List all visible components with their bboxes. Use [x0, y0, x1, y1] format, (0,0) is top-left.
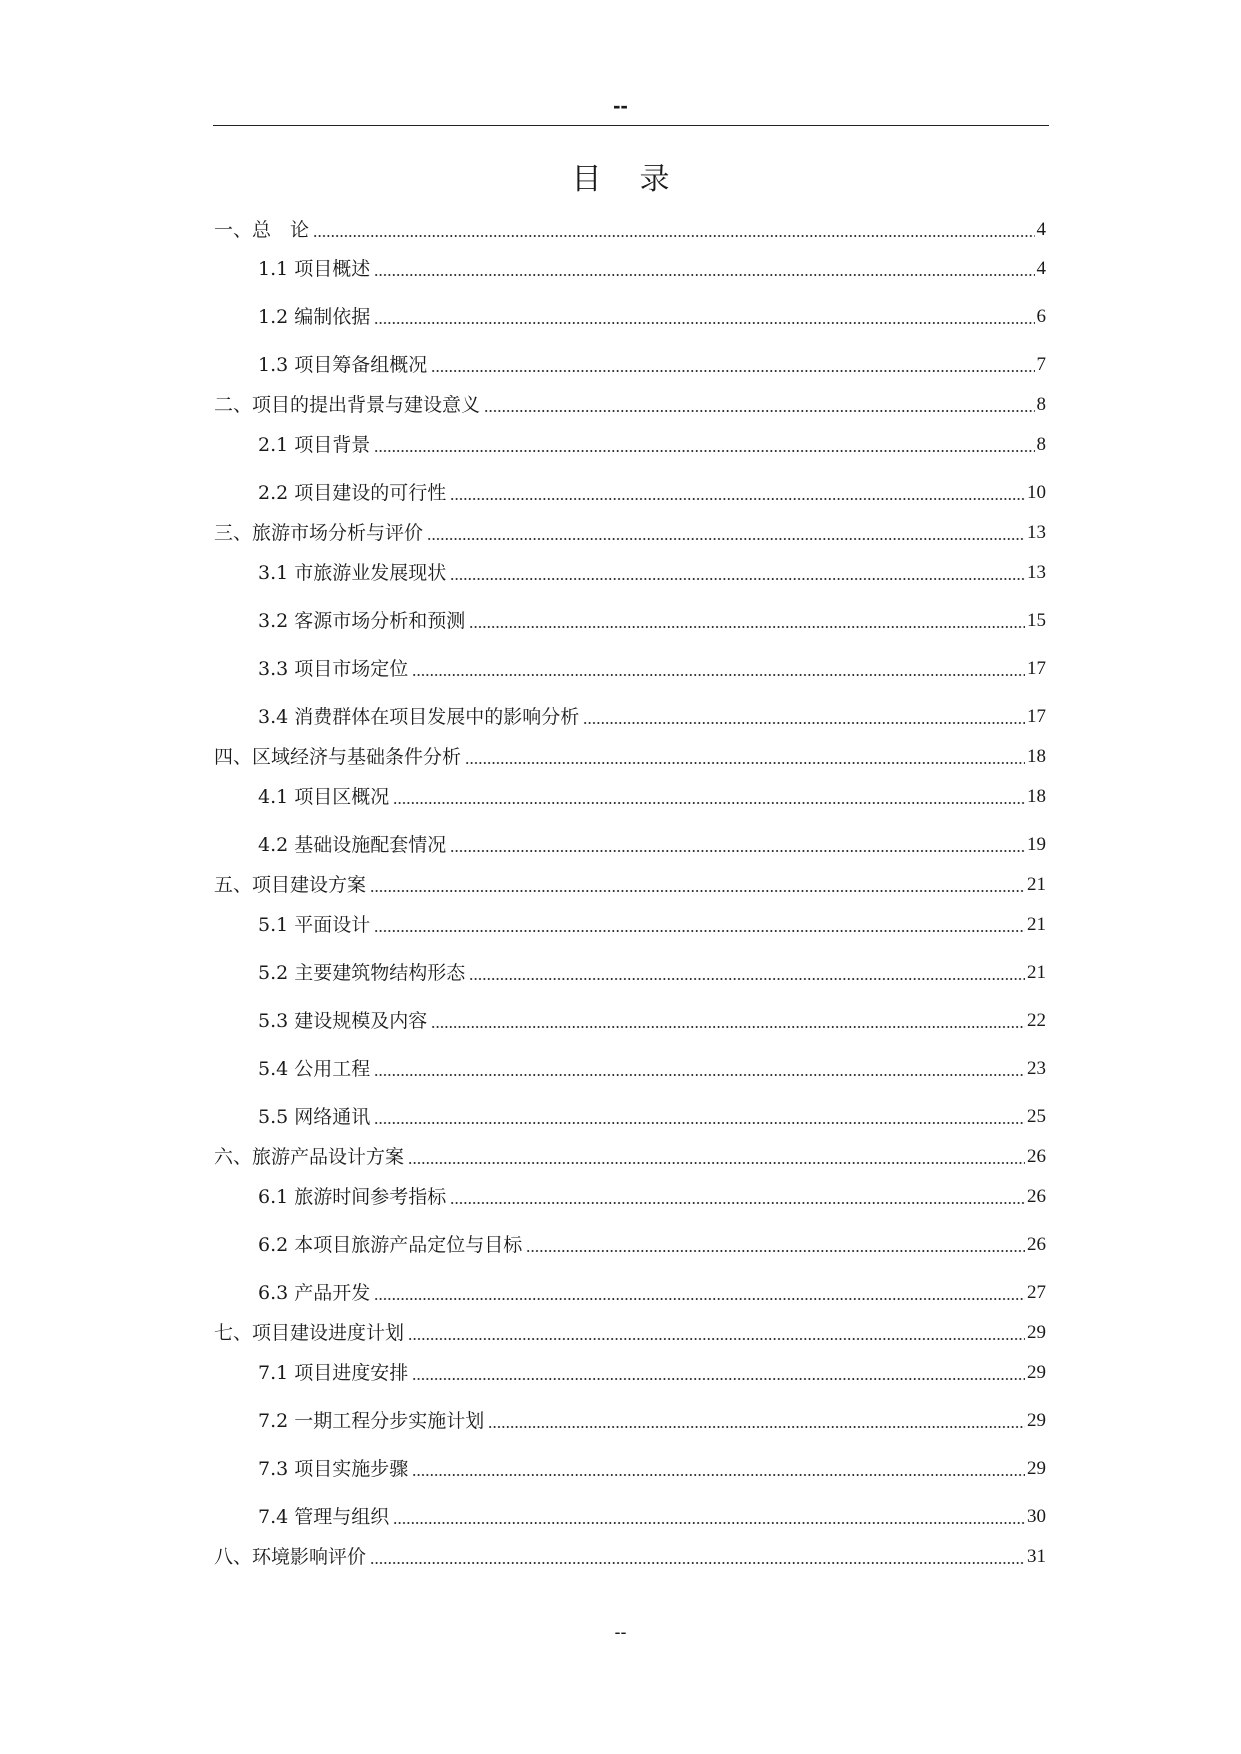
toc-entry-page-number: 6	[1036, 306, 1046, 327]
toc-entry[interactable]	[258, 704, 1046, 730]
toc-entry-title: 6.2 本项目旅游产品定位与目标	[258, 1234, 523, 1256]
dot-leader	[374, 1074, 1025, 1076]
toc-entry-page-number: 29	[1027, 1362, 1046, 1383]
dot-leader	[450, 498, 1025, 500]
toc-entry[interactable]	[258, 432, 1046, 458]
dot-leader	[412, 1378, 1025, 1380]
toc-entry-page-number: 18	[1027, 786, 1046, 807]
toc-entry[interactable]	[214, 1544, 1046, 1570]
dot-leader	[469, 626, 1025, 628]
header-rule	[213, 125, 1049, 126]
toc-entry[interactable]	[258, 1184, 1046, 1210]
toc-entry[interactable]	[258, 1280, 1046, 1306]
toc-entry-page-number: 17	[1027, 658, 1046, 679]
toc-entry[interactable]	[258, 1504, 1046, 1530]
toc-entry[interactable]	[214, 392, 1046, 418]
toc-entry-page-number: 26	[1027, 1146, 1046, 1167]
toc-entry-title: 5.2 主要建筑物结构形态	[258, 962, 466, 984]
toc-entry-page-number: 4	[1036, 219, 1046, 240]
toc-entry[interactable]	[258, 912, 1046, 938]
toc-entry-page-number: 21	[1027, 914, 1046, 935]
toc-entry[interactable]	[214, 217, 1046, 243]
toc-entry-page-number: 31	[1027, 1546, 1046, 1567]
toc-entry[interactable]	[258, 608, 1046, 634]
dot-leader	[370, 890, 1025, 892]
toc-entry-page-number: 22	[1027, 1010, 1046, 1031]
dot-leader	[374, 1298, 1025, 1300]
toc-entry-title: 4.2 基础设施配套情况	[258, 834, 447, 856]
dot-leader	[408, 1162, 1025, 1164]
toc-entry-title: 七、项目建设进度计划	[214, 1322, 405, 1344]
dot-leader	[374, 930, 1025, 932]
toc-entry-page-number: 15	[1027, 610, 1046, 631]
dot-leader	[374, 274, 1034, 276]
toc-entry-title: 五、项目建设方案	[214, 874, 367, 896]
toc-entry-title: 四、区域经济与基础条件分析	[214, 746, 462, 768]
toc-entry-title: 六、旅游产品设计方案	[214, 1146, 405, 1168]
dot-leader	[431, 1026, 1025, 1028]
toc-entry-page-number: 29	[1027, 1410, 1046, 1431]
toc-entry-title: 5.4 公用工程	[258, 1058, 371, 1080]
dot-leader	[412, 674, 1025, 676]
toc-entry-page-number: 26	[1027, 1186, 1046, 1207]
toc-entry-title: 1.1 项目概述	[258, 258, 371, 280]
dot-leader	[313, 235, 1034, 237]
toc-entry-title: 1.2 编制依据	[258, 306, 371, 328]
dot-leader	[450, 1202, 1025, 1204]
toc-entry[interactable]	[258, 560, 1046, 586]
toc-entry-title: 4.1 项目区概况	[258, 786, 390, 808]
toc-entry[interactable]	[258, 1456, 1046, 1482]
toc-entry[interactable]	[258, 304, 1046, 330]
toc-entry-title: 6.1 旅游时间参考指标	[258, 1186, 447, 1208]
toc-entry-title: 5.5 网络通讯	[258, 1106, 371, 1128]
toc-entry-page-number: 30	[1027, 1506, 1046, 1527]
toc-entry[interactable]	[258, 1360, 1046, 1386]
toc-entry-page-number: 8	[1036, 434, 1046, 455]
dot-leader	[412, 1474, 1025, 1476]
toc-entry[interactable]	[214, 1320, 1046, 1346]
page-header-mark: --	[613, 93, 628, 118]
toc-entry-title: 5.3 建设规模及内容	[258, 1010, 428, 1032]
dot-leader	[526, 1250, 1025, 1252]
dot-leader	[431, 370, 1034, 372]
toc-entry[interactable]	[258, 656, 1046, 682]
dot-leader	[374, 450, 1034, 452]
toc-entry-title: 7.3 项目实施步骤	[258, 1458, 409, 1480]
toc-entry-page-number: 23	[1027, 1058, 1046, 1079]
toc-entry[interactable]	[258, 1408, 1046, 1434]
toc-entry[interactable]	[258, 352, 1046, 378]
toc-entry-title: 3.1 市旅游业发展现状	[258, 562, 447, 584]
toc-entry[interactable]	[214, 744, 1046, 770]
toc-entry-page-number: 29	[1027, 1322, 1046, 1343]
toc-entry-title: 7.1 项目进度安排	[258, 1362, 409, 1384]
dot-leader	[465, 762, 1025, 764]
toc-entry-page-number: 8	[1036, 394, 1046, 415]
toc-entry-page-number: 21	[1027, 874, 1046, 895]
toc-entry[interactable]	[258, 832, 1046, 858]
dot-leader	[488, 1426, 1025, 1428]
toc-entry[interactable]	[258, 1056, 1046, 1082]
toc-entry-page-number: 19	[1027, 834, 1046, 855]
dot-leader	[450, 850, 1025, 852]
toc-entry-title: 1.3 项目筹备组概况	[258, 354, 428, 376]
toc-entry[interactable]	[214, 520, 1046, 546]
toc-entry-page-number: 27	[1027, 1282, 1046, 1303]
toc-entry[interactable]	[214, 1144, 1046, 1170]
toc-entry-page-number: 17	[1027, 706, 1046, 727]
toc-entry-title: 3.4 消费群体在项目发展中的影响分析	[258, 706, 580, 728]
toc-entry-title: 2.1 项目背景	[258, 434, 371, 456]
toc-entry-title: 6.3 产品开发	[258, 1282, 371, 1304]
toc-title: 目录	[571, 162, 708, 197]
toc-entry-title: 5.1 平面设计	[258, 914, 371, 936]
dot-leader	[393, 1522, 1025, 1524]
toc-entry-title: 3.3 项目市场定位	[258, 658, 409, 680]
toc-entry-page-number: 10	[1027, 482, 1046, 503]
dot-leader	[393, 802, 1025, 804]
toc-entry[interactable]	[258, 480, 1046, 506]
toc-entry[interactable]	[258, 1104, 1046, 1130]
toc-entry-title: 一、总 论	[214, 219, 310, 241]
toc-entry[interactable]	[258, 784, 1046, 810]
toc-entry-page-number: 21	[1027, 962, 1046, 983]
toc-entry[interactable]	[258, 1232, 1046, 1258]
dot-leader	[408, 1338, 1025, 1340]
toc-entry-title: 三、旅游市场分析与评价	[214, 522, 424, 544]
toc-entry[interactable]	[258, 256, 1046, 282]
toc-entry-page-number: 25	[1027, 1106, 1046, 1127]
dot-leader	[583, 722, 1025, 724]
dot-leader	[370, 1562, 1025, 1564]
toc-entry-title: 7.4 管理与组织	[258, 1506, 390, 1528]
toc-entry[interactable]	[258, 1008, 1046, 1034]
toc-entry-page-number: 13	[1027, 562, 1046, 583]
toc-entry-page-number: 26	[1027, 1234, 1046, 1255]
toc-entry[interactable]	[258, 960, 1046, 986]
toc-entry-title: 2.2 项目建设的可行性	[258, 482, 447, 504]
toc-entry-page-number: 7	[1036, 354, 1046, 375]
toc-entry-page-number: 29	[1027, 1458, 1046, 1479]
dot-leader	[484, 410, 1034, 412]
toc-entry-title: 3.2 客源市场分析和预测	[258, 610, 466, 632]
toc-entry-title: 二、项目的提出背景与建设意义	[214, 394, 481, 416]
dot-leader	[427, 538, 1025, 540]
dot-leader	[374, 1122, 1025, 1124]
toc-entry[interactable]	[214, 872, 1046, 898]
page-footer-mark: --	[614, 1622, 627, 1642]
toc-entry-page-number: 4	[1036, 258, 1046, 279]
toc-entry-title: 7.2 一期工程分步实施计划	[258, 1410, 485, 1432]
dot-leader	[469, 978, 1025, 980]
dot-leader	[450, 578, 1025, 580]
toc-entry-title: 八、环境影响评价	[214, 1546, 367, 1568]
toc-entry-page-number: 13	[1027, 522, 1046, 543]
dot-leader	[374, 322, 1034, 324]
toc-entry-page-number: 18	[1027, 746, 1046, 767]
